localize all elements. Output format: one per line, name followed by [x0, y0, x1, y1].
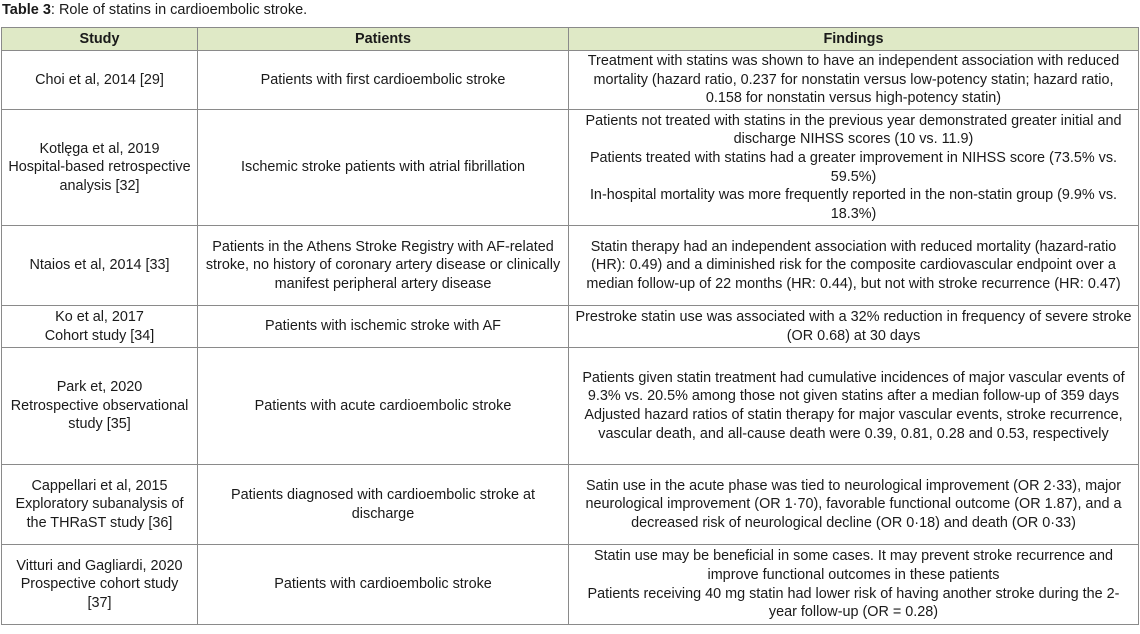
findings-cell: Prestroke statin use was associated with a 32% reduction in frequency of severe stroke (OR 0.68) at 30 days: [569, 306, 1139, 348]
caption-text: : Role of statins in cardioembolic stroke.: [50, 2, 308, 18]
study-cell: Ko et al, 2017 Cohort study [34]: [2, 306, 198, 348]
study-cell: Kotlęga et al, 2019 Hospital-based retrospective analysis [32]: [2, 110, 198, 226]
table-row: [2, 545, 1139, 625]
statins-table: [1, 27, 1139, 625]
table-caption: [2, 1, 307, 19]
study-cell: Park et, 2020 Retrospective observational study [35]: [2, 348, 198, 465]
patients-cell: Patients in the Athens Stroke Registry with AF-related stroke, no history of coronary artery disease or clinically manifest peripheral artery disease: [198, 226, 569, 306]
table-header-row: [2, 28, 1139, 51]
table-row: [2, 348, 1139, 465]
study-cell: Choi et al, 2014 [29]: [2, 51, 198, 110]
study-cell: Cappellari et al, 2015 Exploratory subanalysis of the THRaST study [36]: [2, 465, 198, 545]
patients-cell: Patients with ischemic stroke with AF: [198, 306, 569, 348]
findings-cell: Satin use in the acute phase was tied to neurological improvement (OR 2·33), major neurological improvement (OR 1·70), favorable functional outcome (OR 1.87), and a decreased risk of neurological decline (OR 0·18) and death (OR 0·33): [569, 465, 1139, 545]
findings-cell: Patients not treated with statins in the previous year demonstrated greater initial and discharge NIHSS scores (10 vs. 11.9) Patients treated with statins had a greater improvement in NIHSS score (73.5% vs. 59.5%) In-hospital mortality was more frequently reported in the non-statin group (9.9% vs. 18.3%): [569, 110, 1139, 226]
header-patients: Patients: [198, 28, 569, 51]
patients-cell: Patients diagnosed with cardioembolic stroke at discharge: [198, 465, 569, 545]
findings-cell: Statin use may be beneficial in some cases. It may prevent stroke recurrence and improve functional outcomes in these patients Patients receiving 40 mg statin had lower risk of having another stroke during the 2-year follow-up (OR = 0.28): [569, 545, 1139, 625]
table-row: [2, 51, 1139, 110]
table-row: [2, 226, 1139, 306]
header-findings: Findings: [569, 28, 1139, 51]
caption-label: Table 3: [2, 2, 51, 18]
findings-cell: Statin therapy had an independent association with reduced mortality (hazard-ratio (HR): 0.49) and a diminished risk for the composite cardiovascular endpoint over a median follow-up of 22 months (HR: 0.44), but not with stroke recurrence (HR: 0.47): [569, 226, 1139, 306]
findings-cell: Patients given statin treatment had cumulative incidences of major vascular events of 9.3% vs. 20.5% among those not given statins after a median follow-up of 359 days Adjusted hazard ratios of statin therapy for major vascular events, stroke recurrence, vascular death, and all-cause death were 0.39, 0.81, 0.28 and 0.53, respectively: [569, 348, 1139, 465]
patients-cell: Patients with first cardioembolic stroke: [198, 51, 569, 110]
findings-cell: Treatment with statins was shown to have an independent association with reduced mortality (hazard ratio, 0.237 for nonstatin versus low-potency statin; hazard ratio, 0.158 for nonstatin versus high-potency statin): [569, 51, 1139, 110]
patients-cell: Ischemic stroke patients with atrial fibrillation: [198, 110, 569, 226]
study-cell: Vitturi and Gagliardi, 2020 Prospective cohort study [37]: [2, 545, 198, 625]
table-row: [2, 465, 1139, 545]
header-study: Study: [2, 28, 198, 51]
patients-cell: Patients with cardioembolic stroke: [198, 545, 569, 625]
patients-cell: Patients with acute cardioembolic stroke: [198, 348, 569, 465]
table-row: [2, 110, 1139, 226]
table-row: [2, 306, 1139, 348]
study-cell: Ntaios et al, 2014 [33]: [2, 226, 198, 306]
